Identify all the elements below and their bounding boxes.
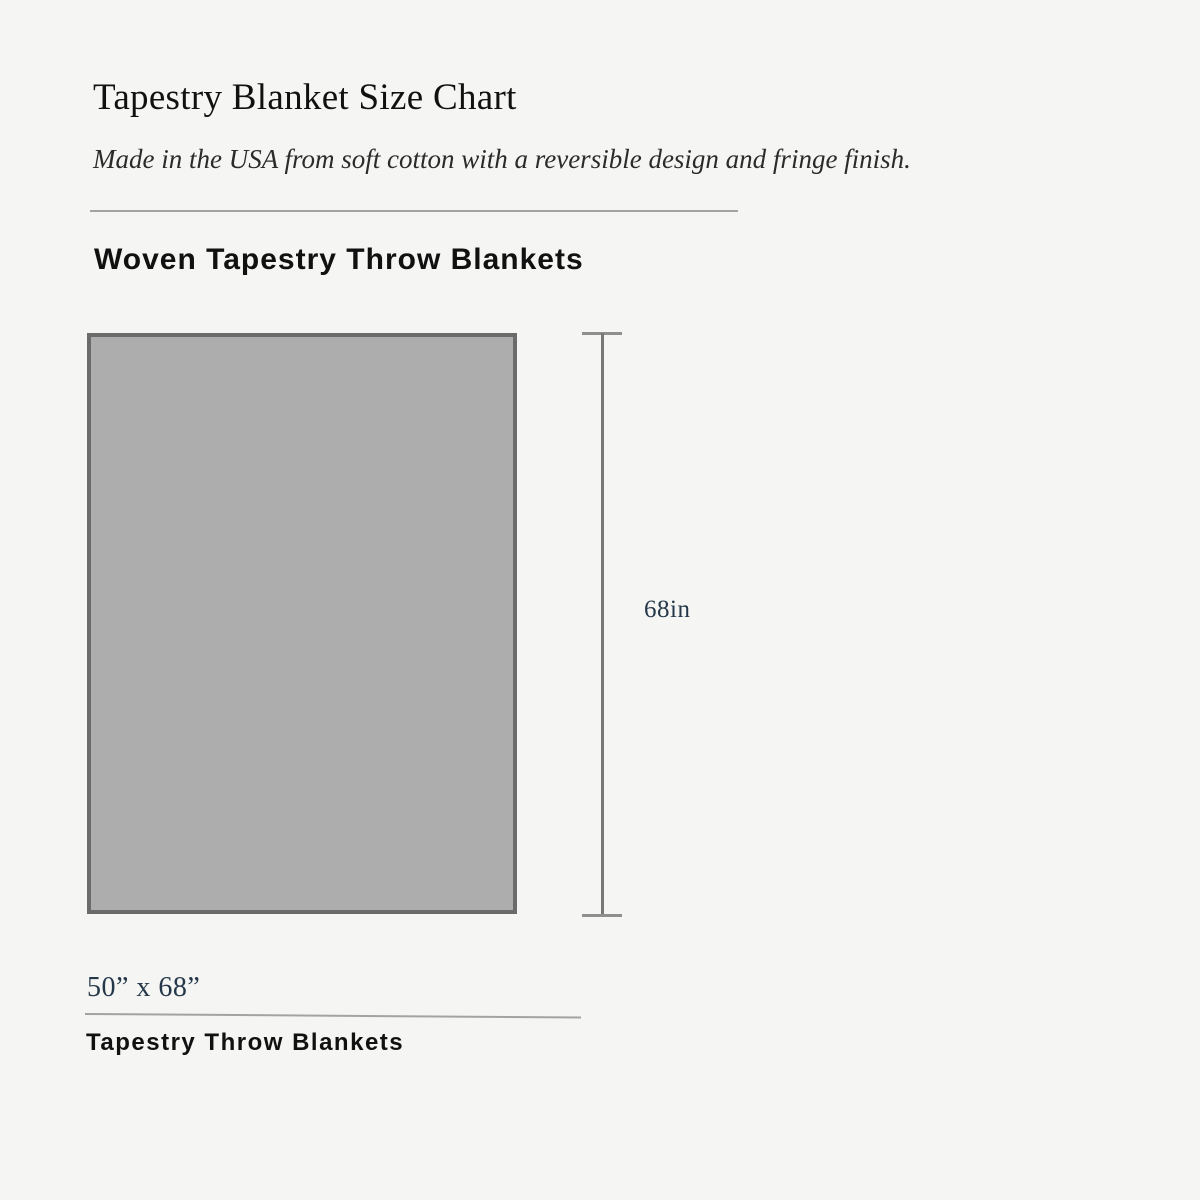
top-divider <box>90 210 738 212</box>
blanket-swatch <box>87 333 517 914</box>
dimension-stem-icon <box>601 333 604 916</box>
page-title: Tapestry Blanket Size Chart <box>93 77 517 118</box>
blanket-caption: Tapestry Throw Blankets <box>86 1029 405 1056</box>
height-dimension-label: 68in <box>644 596 691 623</box>
section-heading: Woven Tapestry Throw Blankets <box>94 243 584 276</box>
height-dimension-line <box>582 332 622 917</box>
dimension-bottom-cap-icon <box>582 914 622 917</box>
bottom-divider <box>85 1013 581 1018</box>
blanket-size-label: 50” x 68” <box>87 972 201 1003</box>
page-subtitle: Made in the USA from soft cotton with a reversible design and fringe finish. <box>93 144 911 174</box>
